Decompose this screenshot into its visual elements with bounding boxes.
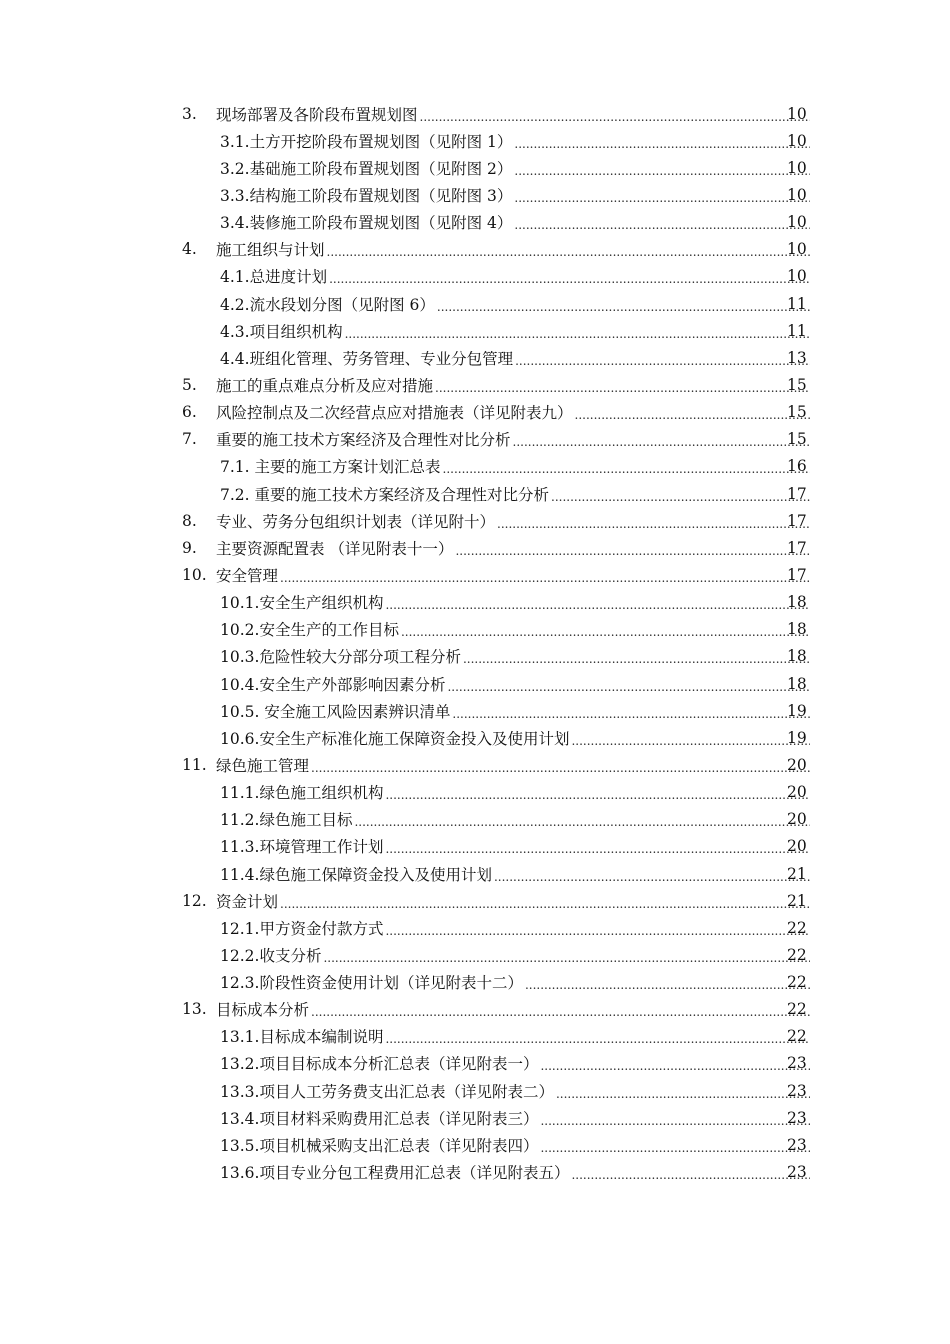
toc-entry-page-number: 15 <box>787 430 807 449</box>
toc-leader-dots <box>556 1088 810 1100</box>
toc-entry-title: 3.3.结构施工阶段布置规划图（见附图 3） <box>220 186 513 205</box>
toc-entry[interactable] <box>0 290 950 317</box>
toc-entry[interactable] <box>0 399 950 426</box>
toc-entry[interactable] <box>0 154 950 181</box>
toc-entry[interactable] <box>0 860 950 887</box>
toc-entry-title: 3.1.土方开挖阶段布置规划图（见附图 1） <box>220 132 513 151</box>
toc-entry-title: 施工的重点难点分析及应对措施 <box>216 376 434 395</box>
toc-entry-line <box>220 320 810 342</box>
toc-entry-line <box>220 835 810 857</box>
toc-entry-title: 10.1.安全生产组织机构 <box>220 594 384 613</box>
toc-entry-title: 绿色施工管理 <box>216 756 310 775</box>
toc-entry-page-number: 19 <box>787 701 807 720</box>
toc-entry-page-number: 22 <box>787 945 807 964</box>
toc-entry-number: 10. <box>182 565 207 584</box>
toc-entry-line <box>216 238 810 260</box>
toc-entry-title: 11.1.绿色施工组织机构 <box>220 784 384 803</box>
toc-leader-dots <box>497 518 810 530</box>
toc-leader-dots <box>571 1169 810 1181</box>
toc-entry[interactable] <box>0 806 950 833</box>
toc-entry[interactable] <box>0 751 950 778</box>
toc-entry-line <box>220 130 810 152</box>
toc-entry-line <box>220 808 810 830</box>
toc-entry-page-number: 13 <box>787 348 807 367</box>
toc-leader-dots <box>447 681 810 693</box>
toc-entry[interactable] <box>0 344 950 371</box>
toc-entry-line <box>220 157 810 179</box>
toc-entry[interactable] <box>0 779 950 806</box>
toc-entry[interactable] <box>0 507 950 534</box>
toc-leader-dots <box>540 1115 810 1127</box>
toc-entry-page-number: 11 <box>787 321 807 340</box>
toc-entry-title: 13.6.项目专业分包工程费用汇总表（详见附表五） <box>220 1164 570 1183</box>
toc-leader-dots <box>514 165 810 177</box>
toc-entry-line <box>216 890 810 912</box>
toc-entry-line <box>216 401 810 423</box>
toc-entry-title: 资金计划 <box>216 892 279 911</box>
toc-entry-page-number: 10 <box>787 104 807 123</box>
toc-leader-dots <box>385 925 810 937</box>
toc-leader-dots <box>435 382 810 394</box>
toc-entry-line <box>220 1161 810 1183</box>
toc-entry-line <box>220 347 810 369</box>
toc-entry-number: 3. <box>182 104 197 123</box>
toc-leader-dots <box>514 219 810 231</box>
toc-entry-title: 12.1.甲方资金付款方式 <box>220 919 384 938</box>
toc-entry[interactable] <box>0 1104 950 1131</box>
toc-entry-page-number: 11 <box>787 294 807 313</box>
toc-entry-page-number: 10 <box>787 213 807 232</box>
toc-entry-line <box>220 1052 810 1074</box>
toc-entry[interactable] <box>0 941 950 968</box>
toc-entry-page-number: 18 <box>787 620 807 639</box>
toc-leader-dots <box>437 301 810 313</box>
toc-entry-line <box>220 863 810 885</box>
toc-entry-title: 10.2.安全生产的工作目标 <box>220 621 399 640</box>
toc-entry-title: 重要的施工技术方案经济及合理性对比分析 <box>216 431 511 450</box>
toc-entry-title: 现场部署及各阶段布置规划图 <box>216 105 418 124</box>
toc-entry[interactable] <box>0 969 950 996</box>
toc-entry-title: 12.3.阶段性资金使用计划（详见附表十二） <box>220 974 523 993</box>
toc-leader-dots <box>385 789 810 801</box>
toc-entry-title: 4.1.总进度计划 <box>220 268 328 287</box>
toc-entry-title: 11.2.绿色施工目标 <box>220 811 353 830</box>
toc-entry-title: 13.1.目标成本编制说明 <box>220 1028 384 1047</box>
toc-entry-page-number: 19 <box>787 728 807 747</box>
toc-entry-page-number: 15 <box>787 403 807 422</box>
toc-leader-dots <box>455 545 810 557</box>
toc-leader-dots <box>514 138 810 150</box>
toc-entry-title: 10.4.安全生产外部影响因素分析 <box>220 675 446 694</box>
toc-entry[interactable] <box>0 453 950 480</box>
toc-entry-page-number: 17 <box>787 511 807 530</box>
toc-entry[interactable] <box>0 371 950 398</box>
toc-entry-page-number: 10 <box>787 267 807 286</box>
toc-entry-line <box>220 645 810 667</box>
toc-entry-title: 4.3.项目组织机构 <box>220 322 343 341</box>
toc-leader-dots <box>575 409 810 421</box>
toc-entry-page-number: 22 <box>787 1000 807 1019</box>
toc-entry[interactable] <box>0 996 950 1023</box>
toc-entry[interactable] <box>0 1077 950 1104</box>
toc-entry-page-number: 23 <box>787 1054 807 1073</box>
toc-leader-dots <box>452 708 810 720</box>
toc-leader-dots <box>514 192 810 204</box>
toc-entry-title: 13.5.项目机械采购支出汇总表（详见附表四） <box>220 1136 539 1155</box>
toc-leader-dots <box>551 491 810 503</box>
toc-entry[interactable] <box>0 426 950 453</box>
toc-entry[interactable] <box>0 833 950 860</box>
toc-entry-page-number: 23 <box>787 1163 807 1182</box>
toc-leader-dots <box>540 1060 810 1072</box>
toc-entry[interactable] <box>0 724 950 751</box>
toc-entry-page-number: 15 <box>787 375 807 394</box>
toc-entry-page-number: 10 <box>787 158 807 177</box>
toc-entry-title: 10.3.危险性较大分部分项工程分析 <box>220 648 461 667</box>
toc-entry-line <box>220 944 810 966</box>
toc-leader-dots <box>311 762 810 774</box>
toc-entry[interactable] <box>0 534 950 561</box>
toc-entry-page-number: 23 <box>787 1081 807 1100</box>
toc-leader-dots <box>513 436 810 448</box>
toc-entry-line <box>216 998 810 1020</box>
toc-entry-page-number: 20 <box>787 783 807 802</box>
toc-leader-dots <box>494 871 810 883</box>
toc-entry-title: 目标成本分析 <box>216 1001 310 1020</box>
toc-entry-title: 施工组织与计划 <box>216 241 325 260</box>
toc-entry[interactable] <box>0 697 950 724</box>
toc-entry-line <box>220 1134 810 1156</box>
toc-entry[interactable] <box>0 480 950 507</box>
toc-entry-page-number: 10 <box>787 240 807 259</box>
toc-entry-title: 专业、劳务分包组织计划表（详见附十） <box>216 512 496 531</box>
toc-entry-title: 13.3.项目人工劳务费支出汇总表（详见附表二） <box>220 1082 554 1101</box>
toc-entry-line <box>220 293 810 315</box>
toc-leader-dots <box>463 653 810 665</box>
toc-entry-title: 10.5. 安全施工风险因素辨识清单 <box>220 702 451 721</box>
toc-entry-number: 4. <box>182 240 197 259</box>
toc-entry-page-number: 18 <box>787 647 807 666</box>
toc-entry-page-number: 10 <box>787 131 807 150</box>
toc-entry[interactable] <box>0 263 950 290</box>
toc-entry-title: 7.1. 主要的施工方案计划汇总表 <box>220 458 441 477</box>
toc-entry-title: 3.2.基础施工阶段布置规划图（见附图 2） <box>220 159 513 178</box>
toc-entry-number: 7. <box>182 430 197 449</box>
toc-entry[interactable] <box>0 317 950 344</box>
toc-entry[interactable] <box>0 1158 950 1185</box>
toc-leader-dots <box>385 599 810 611</box>
toc-leader-dots <box>540 1142 810 1154</box>
toc-entry-line <box>220 184 810 206</box>
toc-entry-page-number: 17 <box>787 538 807 557</box>
toc-entry-title: 3.4.装修施工阶段布置规划图（见附图 4） <box>220 214 513 233</box>
toc-leader-dots <box>311 1006 810 1018</box>
toc-entry[interactable] <box>0 887 950 914</box>
toc-leader-dots <box>329 273 810 285</box>
toc-entry[interactable] <box>0 561 950 588</box>
toc-entry-line <box>220 727 810 749</box>
toc-entry-page-number: 20 <box>787 810 807 829</box>
toc-entry-line <box>220 673 810 695</box>
toc-entry-page-number: 23 <box>787 1108 807 1127</box>
toc-entry-page-number: 10 <box>787 185 807 204</box>
toc-entry[interactable] <box>0 127 950 154</box>
toc-entry-line <box>216 428 810 450</box>
toc-leader-dots <box>420 111 810 123</box>
toc-entry-title: 7.2. 重要的施工技术方案经济及合理性对比分析 <box>220 485 550 504</box>
toc-entry-line <box>220 971 810 993</box>
toc-entry-number: 8. <box>182 511 197 530</box>
toc-entry-number: 9. <box>182 538 197 557</box>
toc-leader-dots <box>354 816 810 828</box>
toc-entry[interactable] <box>0 181 950 208</box>
toc-entry[interactable] <box>0 589 950 616</box>
toc-leader-dots <box>443 463 810 475</box>
toc-entry-title: 13.2.项目目标成本分析汇总表（详见附表一） <box>220 1055 539 1074</box>
toc-entry-page-number: 22 <box>787 1027 807 1046</box>
toc-entry-page-number: 18 <box>787 674 807 693</box>
toc-entry-page-number: 22 <box>787 973 807 992</box>
toc-entry[interactable] <box>0 100 950 127</box>
toc-entry-page-number: 21 <box>787 891 807 910</box>
toc-entry[interactable] <box>0 1023 950 1050</box>
toc-entry-line <box>216 510 810 532</box>
toc-entry-line <box>220 618 810 640</box>
toc-entry-line <box>220 211 810 233</box>
toc-entry-title: 风险控制点及二次经营点应对措施表（详见附表九） <box>216 404 573 423</box>
toc-entry-title: 安全管理 <box>216 566 279 585</box>
toc-entry-page-number: 23 <box>787 1135 807 1154</box>
toc-leader-dots <box>327 246 810 258</box>
toc-entry-title: 主要资源配置表 （详见附表十一） <box>216 539 454 558</box>
toc-entry-number: 11. <box>182 755 207 774</box>
toc-entry-title: 4.4.班组化管理、劳务管理、专业分包管理 <box>220 349 514 368</box>
toc-entry-page-number: 21 <box>787 864 807 883</box>
toc-leader-dots <box>323 952 810 964</box>
toc-entry-line <box>216 103 810 125</box>
toc-entry-line <box>220 483 810 505</box>
toc-entry-number: 13. <box>182 1000 207 1019</box>
toc-entry[interactable] <box>0 616 950 643</box>
toc-entry-title: 4.2.流水段划分图（见附图 6） <box>220 295 435 314</box>
toc-entry[interactable] <box>0 1050 950 1077</box>
toc-entry-number: 5. <box>182 375 197 394</box>
toc-entry-title: 12.2.收支分析 <box>220 946 322 965</box>
toc-leader-dots <box>571 735 810 747</box>
toc-entry-line <box>220 1080 810 1102</box>
toc-entry-line <box>220 265 810 287</box>
toc-entry[interactable] <box>0 670 950 697</box>
toc-leader-dots <box>280 898 810 910</box>
toc-entry-title: 10.6.安全生产标准化施工保障资金投入及使用计划 <box>220 729 570 748</box>
toc-entry-page-number: 18 <box>787 593 807 612</box>
toc-entry-page-number: 17 <box>787 565 807 584</box>
toc-entry-number: 12. <box>182 891 207 910</box>
toc-entry-line <box>216 537 810 559</box>
toc-entry[interactable] <box>0 643 950 670</box>
toc-entry-page-number: 22 <box>787 918 807 937</box>
toc-entry[interactable] <box>0 236 950 263</box>
toc-leader-dots <box>385 1033 810 1045</box>
toc-entry[interactable] <box>0 1131 950 1158</box>
toc-leader-dots <box>515 355 810 367</box>
toc-entry-page-number: 16 <box>787 457 807 476</box>
toc-entry-page-number: 17 <box>787 484 807 503</box>
toc-leader-dots <box>345 328 810 340</box>
toc-entry-line <box>220 591 810 613</box>
table-of-contents <box>0 100 950 1186</box>
toc-entry-number: 6. <box>182 403 197 422</box>
toc-leader-dots <box>401 626 810 638</box>
toc-entry-line <box>220 1025 810 1047</box>
toc-entry-page-number: 20 <box>787 837 807 856</box>
toc-entry-line <box>216 564 810 586</box>
toc-entry-title: 13.4.项目材料采购费用汇总表（详见附表三） <box>220 1109 539 1128</box>
toc-entry-title: 11.4.绿色施工保障资金投入及使用计划 <box>220 865 492 884</box>
toc-entry-line <box>220 1107 810 1129</box>
toc-entry-line <box>220 700 810 722</box>
toc-entry-line <box>220 781 810 803</box>
toc-entry-line <box>220 455 810 477</box>
toc-entry-page-number: 20 <box>787 755 807 774</box>
toc-leader-dots <box>385 843 810 855</box>
toc-entry-title: 11.3.环境管理工作计划 <box>220 838 384 857</box>
toc-entry-line <box>220 917 810 939</box>
toc-entry-line <box>216 374 810 396</box>
toc-leader-dots <box>280 572 810 584</box>
toc-entry[interactable] <box>0 209 950 236</box>
toc-entry-line <box>216 754 810 776</box>
toc-entry[interactable] <box>0 914 950 941</box>
toc-leader-dots <box>525 979 810 991</box>
